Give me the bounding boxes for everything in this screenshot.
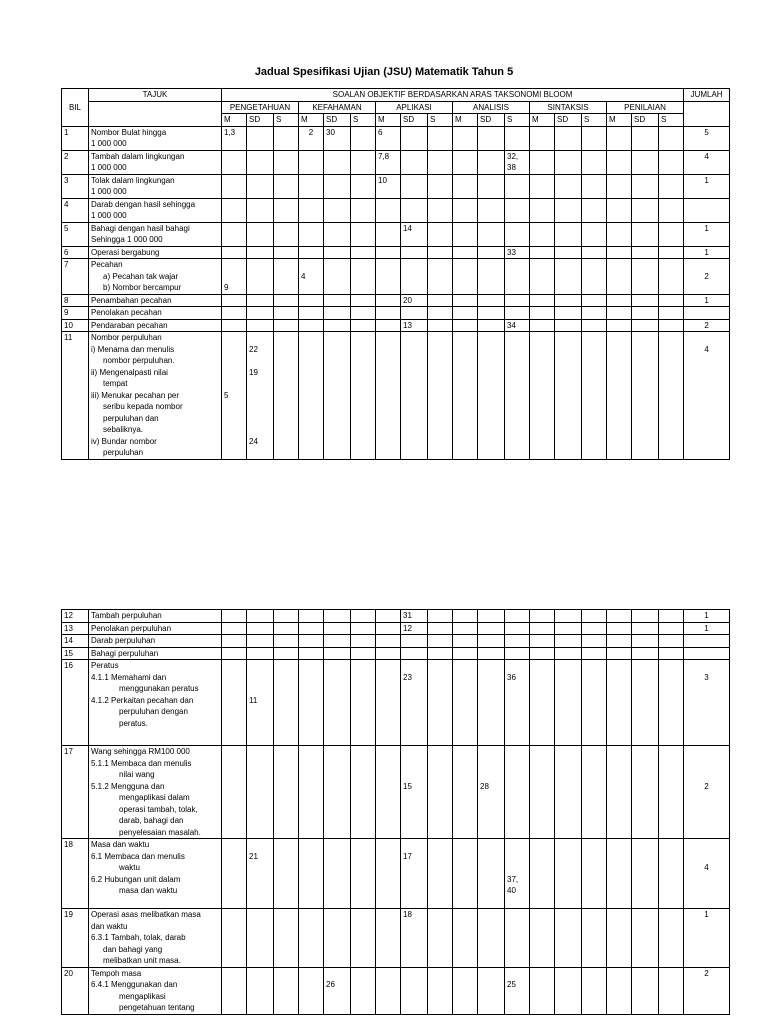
cell-value: 22 19 24 [247, 332, 274, 460]
row-bil: 10 [62, 319, 89, 332]
cell-value: 18 [401, 909, 428, 968]
jumlah-header: JUMLAH [684, 89, 730, 102]
row-bil: 6 [62, 246, 89, 259]
cell-value: 11 [247, 660, 274, 746]
cell-value: 32, 38 [505, 150, 530, 174]
sub-s: S [582, 114, 607, 127]
row-tajuk: Darab dengan hasil sehingga 1 000 000 [89, 198, 222, 222]
row-jumlah: 1 [684, 174, 730, 198]
cell-value: 21 [247, 839, 274, 909]
sub-m: M [222, 114, 247, 127]
row-jumlah: 2 [684, 746, 730, 839]
row-tajuk: Tempoh masa 6.4.1 Menggunakan dan mengaplikasi pengetahuan tentang [89, 967, 222, 1014]
tajuk-header: TAJUK [89, 89, 222, 102]
sub-sd: SD [632, 114, 659, 127]
level-penilaian: PENILAIAN [607, 101, 684, 114]
bil-header: BIL [62, 89, 89, 127]
level-analisis: ANALISIS [453, 101, 530, 114]
cell-value: 37, 40 [505, 839, 530, 909]
sub-m: M [530, 114, 555, 127]
row-jumlah: 5 [684, 126, 730, 150]
cell-value: 14 [401, 222, 428, 246]
table-row [62, 746, 730, 839]
row-bil: 16 [62, 660, 89, 746]
table-row [62, 259, 730, 295]
row-jumlah: 4 [684, 150, 730, 174]
row-bil: 13 [62, 622, 89, 635]
sub-m: M [299, 114, 324, 127]
row-jumlah: 1 [684, 222, 730, 246]
cell-value: 34 [505, 319, 530, 332]
table-row [62, 839, 730, 909]
row-tajuk: Pecahan a) Pecahan tak wajar b) Nombor bercampur [89, 259, 222, 295]
row-bil: 14 [62, 635, 89, 648]
row-bil: 15 [62, 647, 89, 660]
sub-m: M [376, 114, 401, 127]
cell-value: 7,8 [376, 150, 401, 174]
row-jumlah: 1 [684, 246, 730, 259]
table-row [62, 294, 730, 307]
row-tajuk: Penolakan perpuluhan [89, 622, 222, 635]
sub-s: S [659, 114, 684, 127]
sub-s: S [505, 114, 530, 127]
row-tajuk: Tambah perpuluhan [89, 610, 222, 623]
table-row [62, 967, 730, 1014]
table-row [62, 198, 730, 222]
cell-value: 17 [401, 839, 428, 909]
level-sintaksis: SINTAKSIS [530, 101, 607, 114]
row-tajuk: Penolakan pecahan [89, 307, 222, 320]
row-tajuk: Masa dan waktu 6.1 Membaca dan menulis waktu 6.2 Hubungan unit dalam masa dan waktu [89, 839, 222, 909]
cell-value: 31 [401, 610, 428, 623]
row-tajuk: Tolak dalam lingkungan 1 000 000 [89, 174, 222, 198]
sub-sd: SD [401, 114, 428, 127]
document-title: Jadual Spesifikasi Ujian (JSU) Matematik Tahun 5 [254, 66, 514, 78]
cell-value: 25 [505, 967, 530, 1014]
row-jumlah: 1 [684, 909, 730, 968]
tajuk-header-blank [89, 101, 222, 126]
table-row [62, 332, 730, 460]
table-row [62, 610, 730, 623]
row-tajuk: Nombor Bulat hingga 1 000 000 [89, 126, 222, 150]
cell-value: 28 [478, 746, 505, 839]
cell-value: 15 [401, 746, 428, 839]
jumlah-header-blank [684, 101, 730, 126]
sub-m: M [453, 114, 478, 127]
row-jumlah: 1 [684, 622, 730, 635]
row-tajuk: Bahagi perpuluhan [89, 647, 222, 660]
cell-value: 33 [505, 246, 530, 259]
cell-value: 4 [299, 259, 324, 295]
row-tajuk: Wang sehingga RM100 000 5.1.1 Membaca dan menulis nilai wang 5.1.2 Mengguna dan mengaplikasi dalam operasi tambah, tolak, darab, bahagi dan penyelesaian masalah. [89, 746, 222, 839]
table-row [62, 246, 730, 259]
row-bil: 8 [62, 294, 89, 307]
table-row [62, 222, 730, 246]
level-pengetahuan: PENGETAHUAN [222, 101, 299, 114]
row-jumlah: 4 [684, 332, 730, 460]
sub-sd: SD [324, 114, 351, 127]
row-bil: 4 [62, 198, 89, 222]
jsu-table-part-2 [61, 609, 730, 1015]
row-bil: 3 [62, 174, 89, 198]
cell-value: 6 [376, 126, 401, 150]
row-bil: 18 [62, 839, 89, 909]
row-tajuk: Penambahan pecahan [89, 294, 222, 307]
row-bil: 19 [62, 909, 89, 968]
table-row [62, 174, 730, 198]
row-tajuk: Nombor perpuluhan i) Menama dan menulis nombor perpuluhan. ii) Mengenalpasti nilai tempat iii) Menukar pecahan per seribu kepada nombor perpuluhan dan sebaliknya. iv) Bundar nombor perpuluhan [89, 332, 222, 460]
cell-value: 26 [324, 967, 351, 1014]
row-bil: 9 [62, 307, 89, 320]
row-bil: 11 [62, 332, 89, 460]
cell-value: 1,3 [222, 126, 247, 150]
row-jumlah: 1 [684, 610, 730, 623]
row-tajuk: Pendaraban pecahan [89, 319, 222, 332]
table-row [62, 150, 730, 174]
row-bil: 7 [62, 259, 89, 295]
row-jumlah: 1 [684, 294, 730, 307]
sub-sd: SD [555, 114, 582, 127]
cell-value: 23 [401, 660, 428, 746]
table-row [62, 319, 730, 332]
row-bil: 5 [62, 222, 89, 246]
row-jumlah: 2 [684, 259, 730, 295]
sub-m: M [607, 114, 632, 127]
table-row [62, 909, 730, 968]
cell-value: 9 [222, 259, 247, 295]
table-row [62, 647, 730, 660]
row-tajuk: Operasi bergabung [89, 246, 222, 259]
row-tajuk: Tambah dalam lingkungan 1 000 000 [89, 150, 222, 174]
row-jumlah: 4 [684, 839, 730, 909]
table-row [62, 635, 730, 648]
row-tajuk: Operasi asas melibatkan masa dan waktu 6.3.1 Tambah, tolak, darab dan bahagi yang melibatkan unit masa. [89, 909, 222, 968]
cell-value: 20 [401, 294, 428, 307]
row-tajuk: Bahagi dengan hasil bahagi Sehingga 1 000 000 [89, 222, 222, 246]
sub-sd: SD [247, 114, 274, 127]
level-aplikasi: APLIKASI [376, 101, 453, 114]
sub-s: S [274, 114, 299, 127]
row-jumlah: 2 [684, 967, 730, 1014]
cell-value: 10 [376, 174, 401, 198]
table-row [62, 660, 730, 746]
cell-value: 30 [324, 126, 351, 150]
table-row [62, 307, 730, 320]
row-bil: 2 [62, 150, 89, 174]
row-jumlah: 2 [684, 319, 730, 332]
level-kefahaman: KEFAHAMAN [299, 101, 376, 114]
row-bil: 17 [62, 746, 89, 839]
sub-sd: SD [478, 114, 505, 127]
jsu-table-part-1 [61, 88, 730, 460]
row-tajuk: Peratus 4.1.1 Memahami dan menggunakan peratus 4.1.2 Perkaitan pecahan dan perpuluhan dengan peratus. [89, 660, 222, 746]
row-tajuk: Darab perpuluhan [89, 635, 222, 648]
table-row [62, 622, 730, 635]
cell-value: 13 [401, 319, 428, 332]
sub-s: S [428, 114, 453, 127]
row-bil: 12 [62, 610, 89, 623]
cell-value: 36 [505, 660, 530, 746]
row-bil: 1 [62, 126, 89, 150]
row-jumlah: 3 [684, 660, 730, 746]
sub-s: S [351, 114, 376, 127]
soalan-header: SOALAN OBJEKTIF BERDASARKAN ARAS TAKSONOMI BLOOM [222, 89, 684, 102]
cell-value: 12 [401, 622, 428, 635]
row-bil: 20 [62, 967, 89, 1014]
cell-value: 5 [222, 332, 247, 460]
table-row [62, 126, 730, 150]
cell-value: 2 [299, 126, 324, 150]
